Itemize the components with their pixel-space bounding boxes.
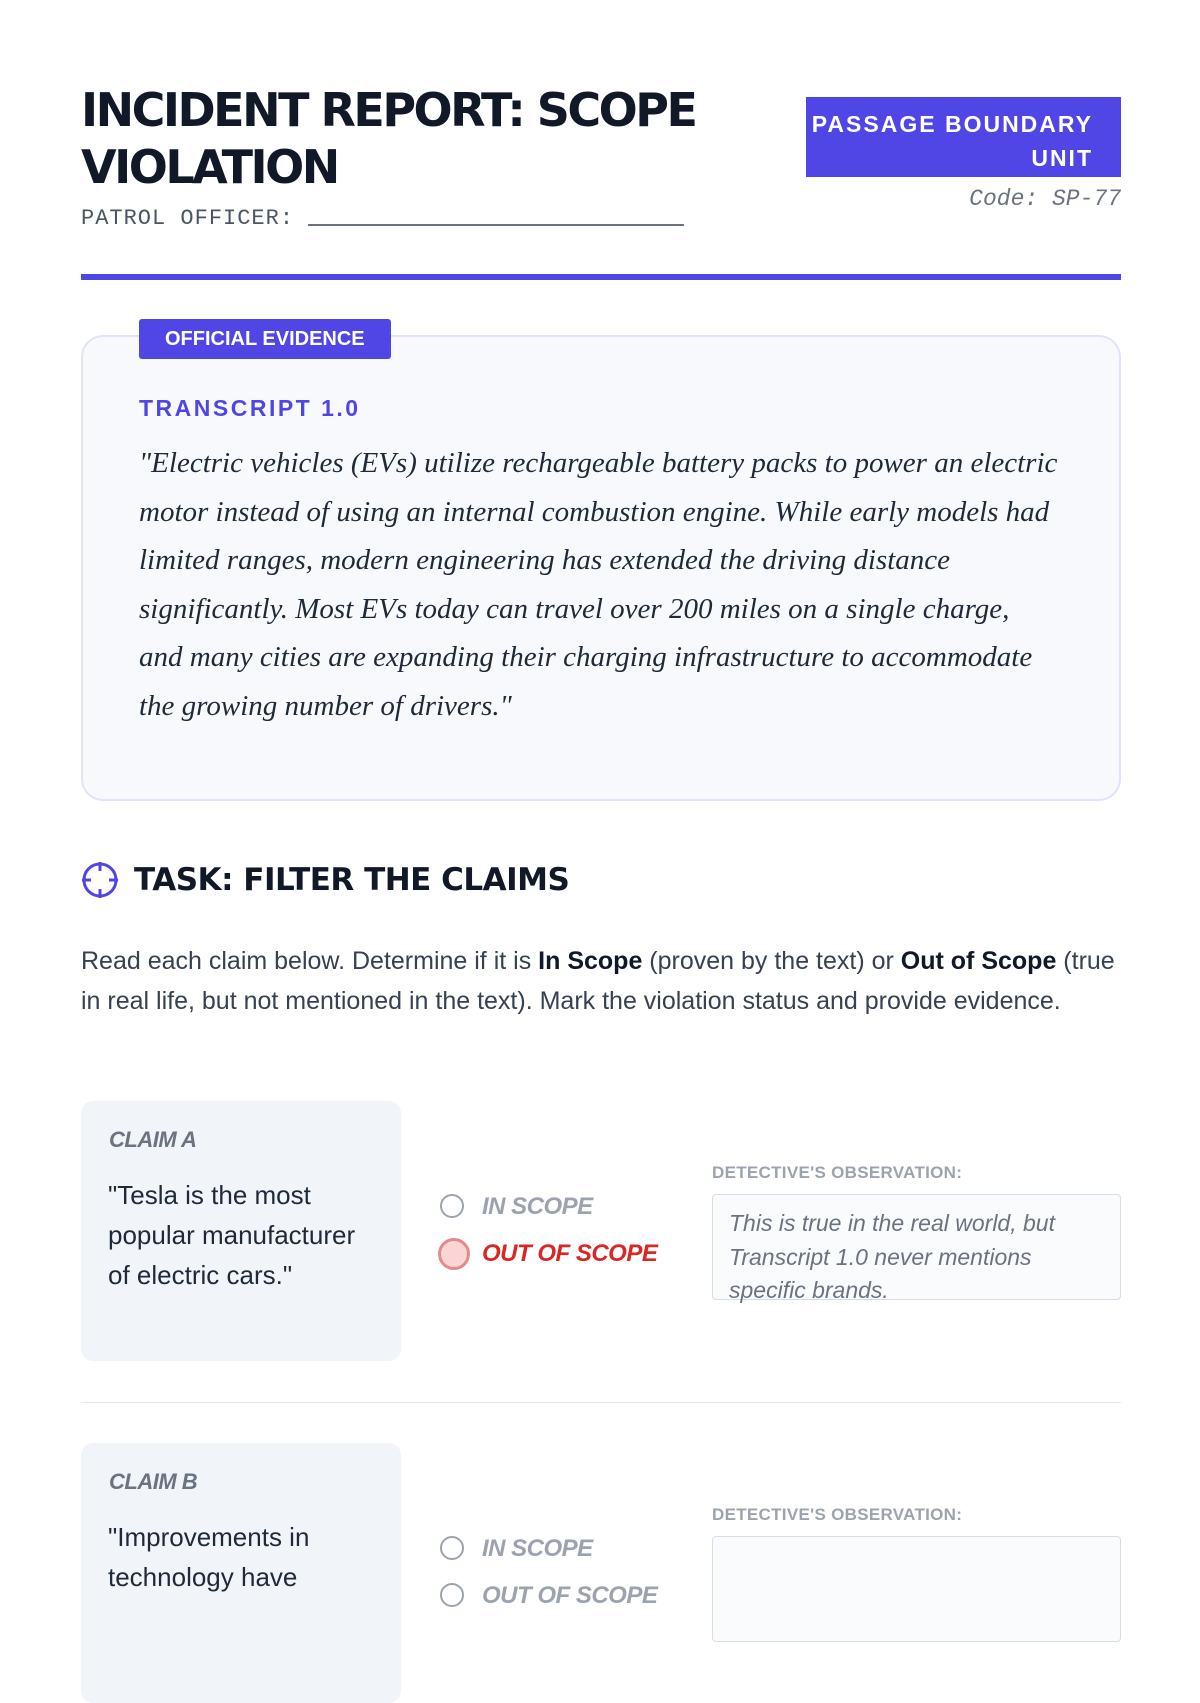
observation-label: DETECTIVE'S OBSERVATION:: [712, 1163, 963, 1182]
header-divider: [81, 274, 1121, 280]
in-scope-label[interactable]: IN SCOPE: [482, 1193, 593, 1220]
claim-label: CLAIM A: [109, 1127, 197, 1152]
crosshair-icon: [81, 861, 119, 899]
patrol-officer-blank[interactable]: [308, 204, 684, 226]
out-of-scope-radio-selected[interactable]: [438, 1238, 470, 1270]
unit-code: Code: SP-77: [969, 186, 1121, 212]
observation-textarea[interactable]: [712, 1536, 1121, 1642]
out-of-scope-label[interactable]: OUT OF SCOPE: [482, 1240, 658, 1267]
claim-text: "Improvements in technology have: [108, 1522, 310, 1592]
task-title: TASK: FILTER THE CLAIMS: [134, 862, 570, 898]
evidence-panel: [81, 328, 1121, 801]
claim-card: [81, 1101, 401, 1361]
out-of-scope-radio[interactable]: [440, 1583, 464, 1607]
observation-label: DETECTIVE'S OBSERVATION:: [712, 1505, 963, 1524]
claim-text: "Tesla is the most popular manufacturer of electric cars.": [108, 1180, 356, 1290]
report-header: [81, 0, 1121, 283]
transcript-text: "Electric vehicles (EVs) utilize rechargeable battery packs to power an electric motor instead of using an internal combustion engine. While early models had limited ranges, modern engineering has extended the driving distance significantly. Most EVs today can travel over 200 miles on a single charge, and many cities are expanding their charging infrastructure to accommodate the growing number of drivers.": [139, 447, 1058, 722]
patrol-officer-field: [81, 204, 684, 231]
report-title: INCIDENT REPORT: SCOPE VIOLATION: [81, 83, 696, 194]
in-scope-radio[interactable]: [440, 1194, 464, 1218]
in-scope-label[interactable]: IN SCOPE: [482, 1535, 593, 1562]
incident-report-page: [81, 0, 1121, 1609]
observation-textarea[interactable]: This is true in the real world, but Transcript 1.0 never mentions specific brands.: [712, 1194, 1121, 1300]
task-instructions: Read each claim below. Determine if it is In Scope (proven by the text) or Out of Scope (true in real life, but not mentioned in the text). Mark the violation status and provide evidence.: [81, 947, 1115, 1015]
claim-divider: [81, 1402, 1121, 1403]
evidence-tag: OFFICIAL EVIDENCE: [139, 319, 391, 359]
out-of-scope-label[interactable]: OUT OF SCOPE: [482, 1582, 658, 1609]
patrol-officer-label: PATROL OFFICER:: [81, 206, 295, 231]
transcript-label: TRANSCRIPT 1.0: [139, 395, 361, 421]
claim-card: [81, 1443, 401, 1703]
in-scope-radio[interactable]: [440, 1536, 464, 1560]
unit-badge: PASSAGE BOUNDARY UNIT: [806, 97, 1121, 177]
claim-label: CLAIM B: [109, 1469, 198, 1494]
